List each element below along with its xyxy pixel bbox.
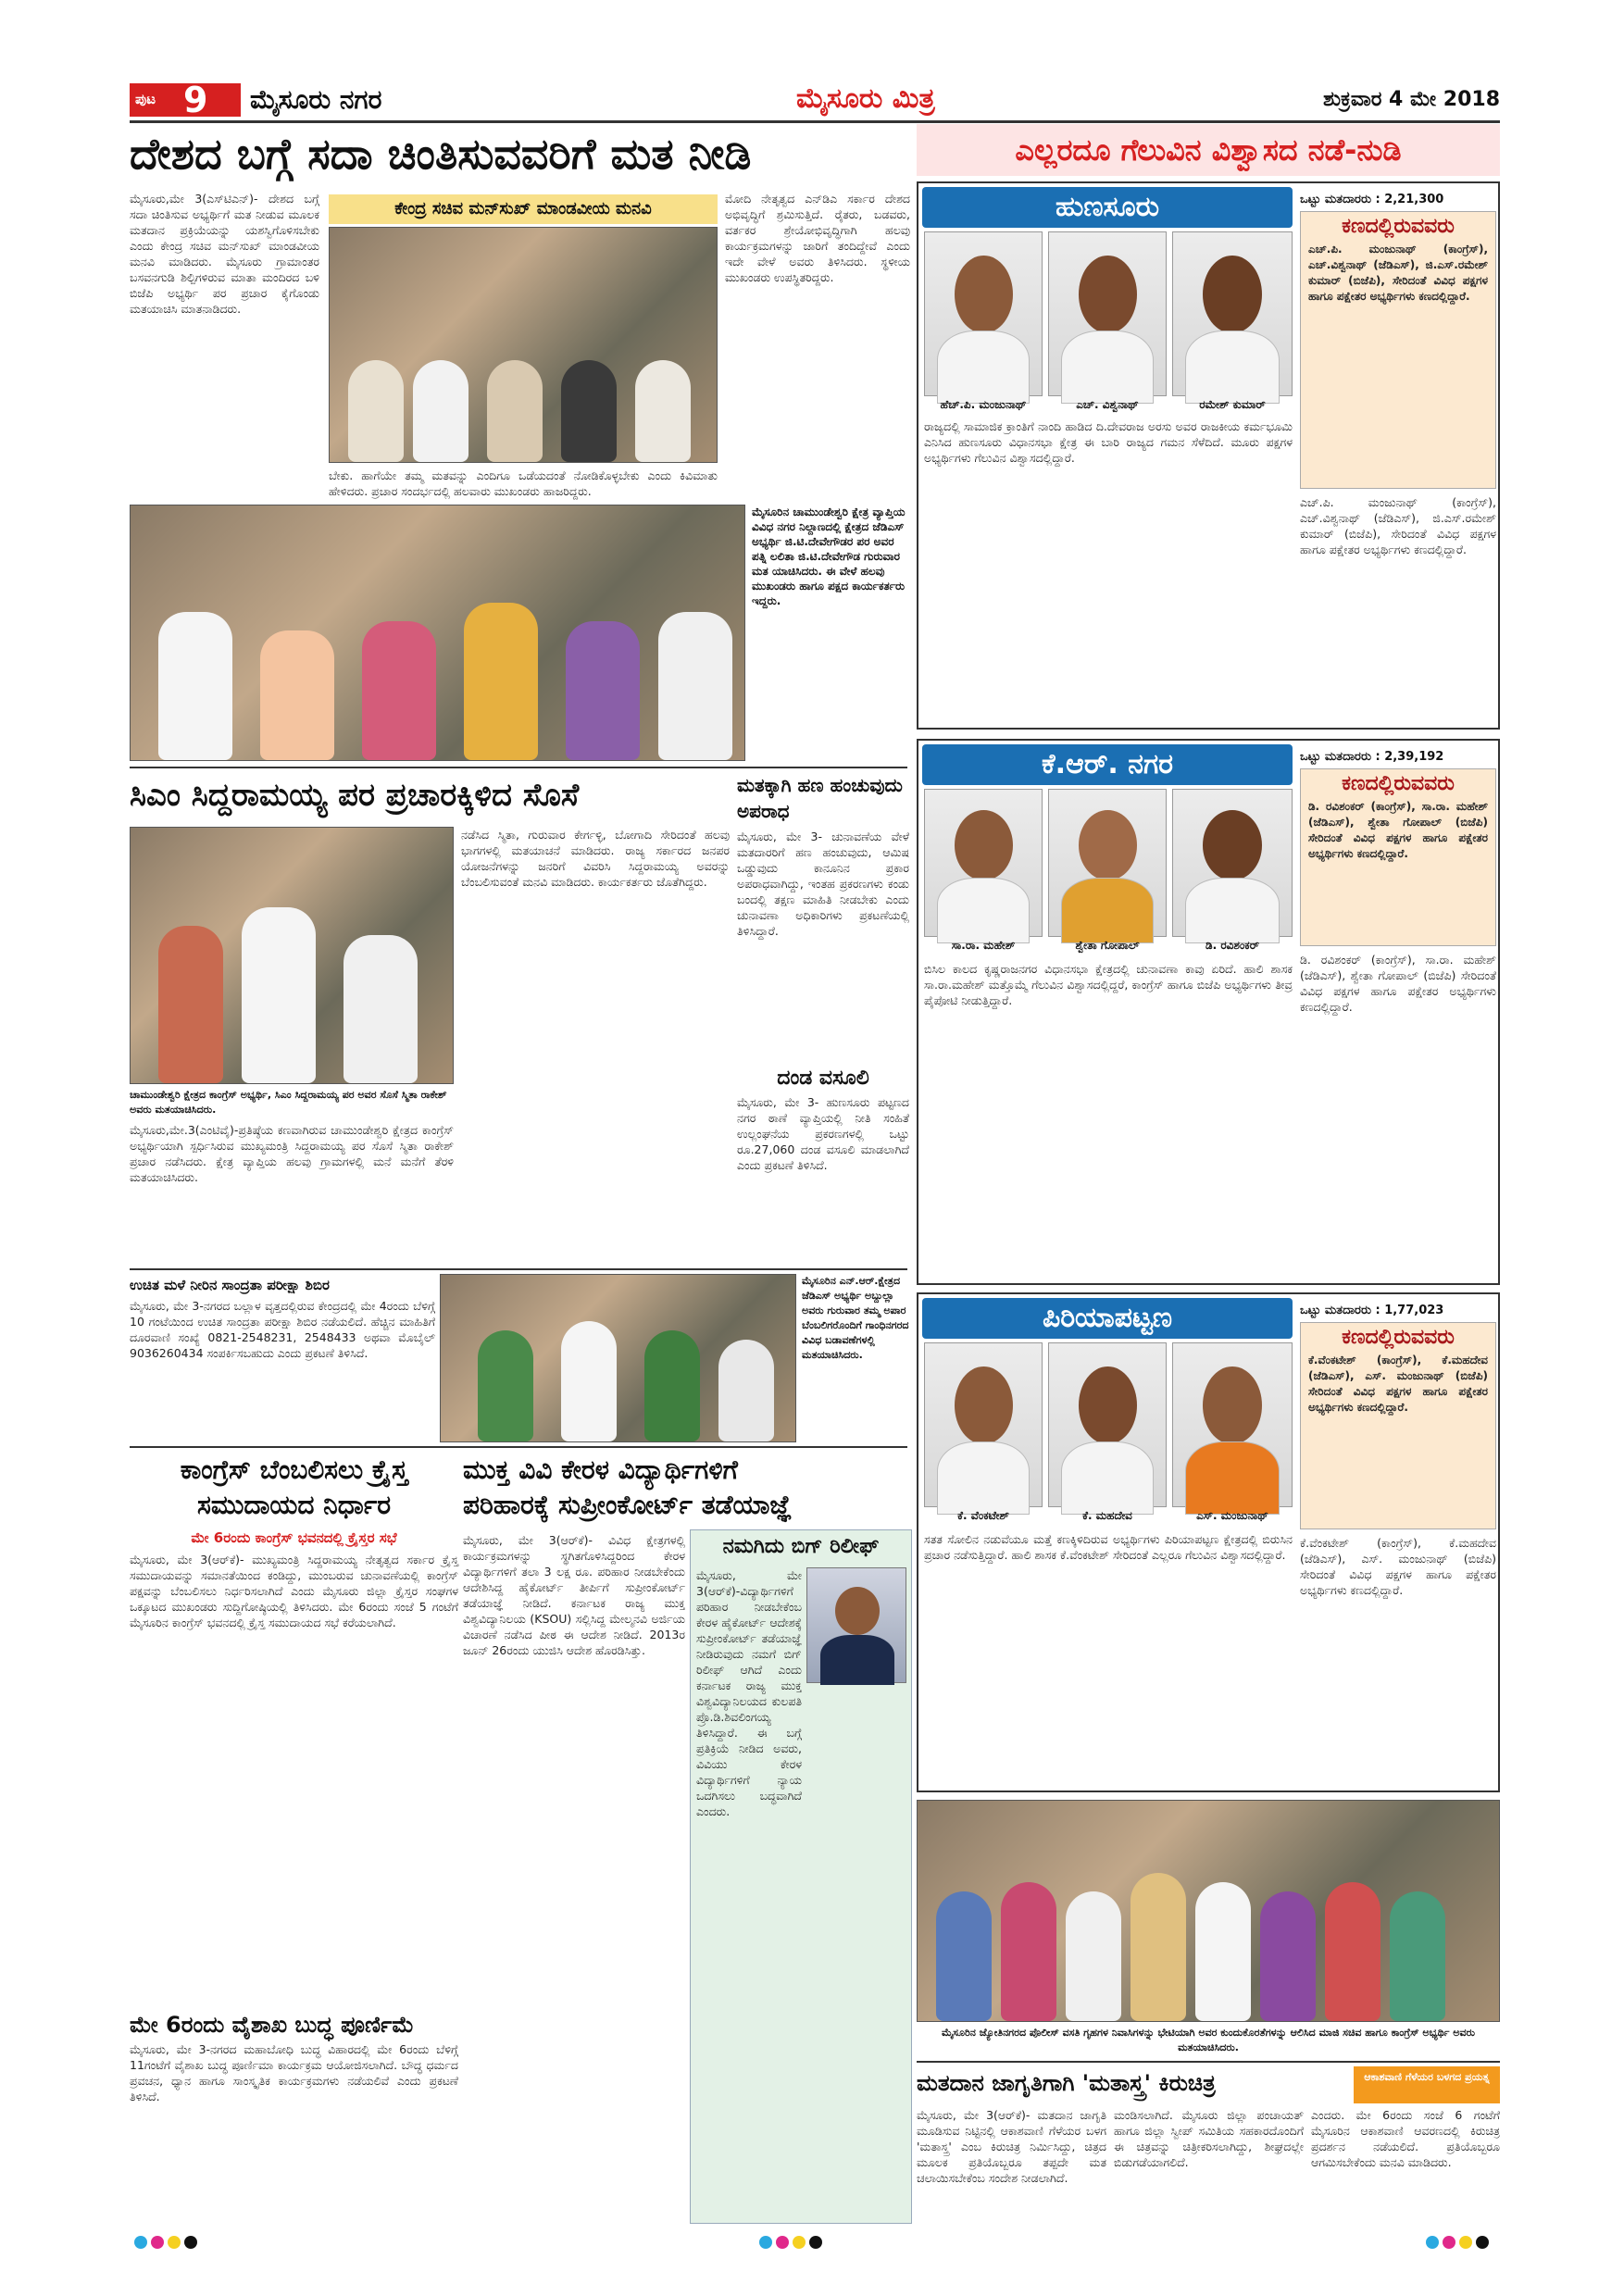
christian-headline-2: ಸಮುದಾಯದ ನಿರ್ಧಾರ	[196, 1490, 392, 1520]
candidates-list: ಕೆ.ವೆಂಕಟೇಶ್ (ಕಾಂಗ್ರೆಸ್), ಕೆ.ಮಹದೇವ (ಜೆಡಿಎಸ್), ಎಸ್. ಮಂಜುನಾಥ್ (ಬಿಜೆಪಿ) ಸೇರಿದಂತೆ ವಿವಿಧ ಪಕ್ಷಗಳ ಹಾಗೂ ಪಕ್ಷೇತರ ಅಭ್ಯರ್ಥಿಗಳು ಕಣದಲ್ಲಿದ್ದಾರೆ.	[1308, 1354, 1488, 1414]
awareness-tag-text: ಆಕಾಶವಾಣಿ ಗೆಳೆಯರ ಬಳಗದ ಪ್ರಯತ್ನ	[1364, 2071, 1490, 2083]
awareness-body-3: ಎಂದರು. ಮೇ 6ರಂದು ಸಂಜೆ 6 ಗಂಟೆಗೆ ಮೈಸೂರಿನ ಆಕಾಶವಾಣಿ ಆವರಣದಲ್ಲಿ ಕಿರುಚಿತ್ರ ಪ್ರದರ್ಶನ ನಡೆಯಲಿದೆ. ಪ್ರತಿಯೊಬ್ಬರೂ ಆಗಮಿಸಬೇಕೆಂದು ಮನವಿ ಮಾಡಿದರು.	[1311, 2108, 1500, 2169]
registration-dot	[151, 2236, 164, 2249]
lead-under-photo: ಬೇಕು. ಹಾಗೆಯೇ ತಮ್ಮ ಮತವನ್ನು ಎಂದಿಗೂ ಒಡೆಯದಂತೆ ನೋಡಿಕೊಳ್ಳಬೇಕು ಎಂದು ಕಿವಿಮಾತು ಹೇಳಿದರು. ಪ್ರಚಾರ ಸಂದರ್ಭದಲ್ಲಿ ಹಲವಾರು ಮುಖಂಡರು ಹಾಜರಿದ್ದರು.	[329, 468, 718, 498]
nr-campaign-photo	[440, 1274, 796, 1442]
registration-dot	[134, 2236, 147, 2249]
registration-dot	[793, 2236, 806, 2249]
cm-top-rule	[130, 767, 907, 768]
voter-count: ಒಟ್ಟು ಮತದಾರರು : 2,21,300	[1300, 193, 1444, 206]
christian-headline-1: ಕಾಂಗ್ರೆಸ್ ಬೆಂಬಲಿಸಲು ಕ್ರೈಸ್ತ	[180, 1454, 408, 1485]
kerala-headline-1: ಮುಕ್ತ ವಿವಿ ಕೇರಳ ವಿದ್ಯಾರ್ಥಿಗಳಿಗೆ	[463, 1454, 738, 1485]
candidate-portrait	[1048, 1342, 1167, 1507]
campaign-photo	[130, 505, 745, 761]
lead-subhead: ಕೇಂದ್ರ ಸಚಿವ ಮನ್‌ಸುಖ್ ಮಾಂಡವೀಯ ಮನವಿ	[394, 199, 652, 218]
christian-top-rule	[130, 1446, 907, 1448]
campaign-photo-caption: ಮೈಸೂರಿನ ಚಾಮುಂಡೇಶ್ವರಿ ಕ್ಷೇತ್ರ ವ್ಯಾಪ್ತಿಯ ವಿವಿಧ ನಗರ ನಿಲ್ದಾಣದಲ್ಲಿ ಕ್ಷೇತ್ರದ ಜೆಡಿಎಸ್ ಅಭ್ಯರ್ಥಿ ಜಿ.ಟಿ.ದೇವೇಗೌಡರ ಪರ ಅವರ ಪತ್ನಿ ಲಲಿತಾ ಜಿ.ಟಿ.ದೇವೇಗೌಡ ಗುರುವಾರ ಮತ ಯಾಚಿಸಿದರು. ಈ ವೇಳೆ ಹಲವು ಮುಖಂಡರು ಹಾಗೂ ಪಕ್ಷದ ಕಾರ್ಯಕರ್ತರು ಇದ್ದರು.	[752, 505, 906, 607]
constituency-body-2: ಕೆ.ವೆಂಕಟೇಶ್ (ಕಾಂಗ್ರೆಸ್), ಕೆ.ಮಹದೇವ (ಜೆಡಿಎಸ್), ಎಸ್. ಮಂಜುನಾಥ್ (ಬಿಜೆಪಿ) ಸೇರಿದಂತೆ ವಿವಿಧ ಪಕ್ಷಗಳ ಹಾಗೂ ಪಕ್ಷೇತರ ಅಭ್ಯರ್ಥಿಗಳು ಕಣದಲ್ಲಿದ್ದಾರೆ.	[1300, 1536, 1496, 1597]
candidates-heading: ಕಣದಲ್ಲಿರುವವರು	[1342, 772, 1455, 795]
registration-dot	[1443, 2236, 1455, 2249]
lead-photo	[329, 227, 718, 463]
section-title: ಮೈಸೂರು ನಗರ	[250, 84, 382, 115]
paper-name: ಮೈಸೂರು ಮಿತ್ರ	[796, 82, 935, 115]
voter-count: ಒಟ್ಟು ಮತದಾರರು : 1,77,023	[1300, 1304, 1444, 1317]
candidate-name: ಎಚ್. ವಿಶ್ವನಾಥ್	[1076, 398, 1139, 411]
registration-dot	[809, 2236, 822, 2249]
constituency-body-2: ಎಚ್.ಪಿ. ಮಂಜುನಾಥ್ (ಕಾಂಗ್ರೆಸ್), ಎಚ್.ವಿಶ್ವನಾಥ್ (ಜೆಡಿಎಸ್), ಜಿ.ಎಸ್.ರಮೇಶ್ ಕುಮಾರ್ (ಬಿಜೆಪಿ), ಸೇರಿದಂತೆ ವಿವಿಧ ಪಕ್ಷಗಳ ಹಾಗೂ ಪಕ್ಷೇತರ ಅಭ್ಯರ್ಥಿಗಳು ಕಣದಲ್ಲಿದ್ದಾರೆ.	[1300, 495, 1496, 556]
candidates-heading: ಕಣದಲ್ಲಿರುವವರು	[1342, 1326, 1455, 1349]
lead-subhead-bar	[329, 194, 718, 224]
lead-col1: ಮೈಸೂರು,ಮೇ 3(ಎಸ್‌ಟಿಎನ್)- ದೇಶದ ಬಗ್ಗೆ ಸದಾ ಚಿಂತಿಸುವ ಅಭ್ಯರ್ಥಿಗೆ ಮತ ನೀಡುವ ಮೂಲಕ ಮತದಾನ ಪ್ರಕ್ರಿಯೆಯನ್ನು ಯಶಸ್ವಿಗೊಳಿಸಬೇಕು ಎಂದು ಕೇಂದ್ರ ಸಚಿವ ಮನ್‌ಸುಖ್ ಮಾಂಡವೀಯ ಮನವಿ ಮಾಡಿದರು. ಮೈಸೂರು ಗ್ರಾಮಾಂತರ ಬಸವನಗುಡಿ ಶಿಲ್ಪಿಗಳಿರುವ ಮಾತಾ ಮಂದಿರದ ಬಳಿ ಬಿಜೆಪಿ ಅಭ್ಯರ್ಥಿ ಪರ ಪ್ರಚಾರ ಕೈಗೊಂಡು ಮತಯಾಚಿಸಿ ಮಾತನಾಡಿದರು.	[130, 192, 319, 316]
voter-count: ಒಟ್ಟು ಮತದಾರರು : 2,39,192	[1300, 750, 1444, 764]
masthead-rule	[130, 120, 1500, 123]
page-number-box	[130, 80, 241, 120]
constituency-box-2	[917, 739, 1500, 1285]
constituency-body: ಸತತ ಸೋಲಿನ ನಡುವೆಯೂ ಮತ್ತೆ ಕಣಕ್ಕಿಳಿದಿರುವ ಅಭ್ಯರ್ಥಿಗಳು ಪಿರಿಯಾಪಟ್ಟಣ ಕ್ಷೇತ್ರದಲ್ಲಿ ಬಿರುಸಿನ ಪ್ರಚಾರ ನಡೆಸುತ್ತಿದ್ದಾರೆ. ಹಾಲಿ ಶಾಸಕ ಕೆ.ವೆಂಕಟೇಶ್ ಸೇರಿದಂತೆ ಎಲ್ಲರೂ ಗೆಲುವಿನ ವಿಶ್ವಾಸದಲ್ಲಿದ್ದಾರೆ.	[924, 1532, 1293, 1562]
candidate-portrait	[1048, 231, 1167, 396]
water-headline: ಉಚಿತ ಮಳೆ ನೀರಿನ ಸಾಂದ್ರತಾ ಪರೀಕ್ಷಾ ಶಿಬಿರ	[130, 1277, 330, 1293]
candidate-name: ಡಿ. ರವಿಶಂಕರ್	[1206, 939, 1259, 952]
fine-headline: ದಂಡ ವಸೂಲಿ	[777, 1067, 869, 1090]
fine-body: ಮೈಸೂರು, ಮೇ 3- ಹುಣಸೂರು ಪಟ್ಟಣದ ನಗರ ಠಾಣೆ ವ್ಯಾಪ್ತಿಯಲ್ಲಿ ನೀತಿ ಸಂಹಿತೆ ಉಲ್ಲಂಘನೆಯ ಪ್ರಕರಣಗಳಲ್ಲಿ ಒಟ್ಟು ರೂ.27,060 ದಂಡ ವಸೂಲಿ ಮಾಡಲಾಗಿದೆ ಎಂದು ಪ್ರಕಟಣೆ ತಿಳಿಸಿದೆ.	[737, 1095, 909, 1172]
cm-photo-caption: ಚಾಮುಂಡೇಶ್ವರಿ ಕ್ಷೇತ್ರದ ಕಾಂಗ್ರೆಸ್ ಅಭ್ಯರ್ಥಿ, ಸಿಎಂ ಸಿದ್ದರಾಮಯ್ಯ ಪರ ಅವರ ಸೊಸೆ ಸ್ಮಿತಾ ರಾಕೇಶ್ ಅವರು ಮತಯಾಚಿಸಿದರು.	[130, 1089, 447, 1116]
candidates-heading: ಕಣದಲ್ಲಿರುವವರು	[1342, 215, 1455, 238]
women-group-photo	[917, 1800, 1500, 2022]
registration-dot	[184, 2236, 197, 2249]
women-photo-caption: ಮೈಸೂರಿನ ಜ್ಯೋತಿನಗರದ ಪೊಲೀಸ್ ವಸತಿ ಗೃಹಗಳ ನಿವಾಸಿಗಳನ್ನು ಭೇಟಿಯಾಗಿ ಅವರ ಕುಂದುಕೊರತೆಗಳನ್ನು ಆಲಿಸಿದ ಮಾಜಿ ಸಚಿವ ಹಾಗೂ ಕಾಂಗ್ರೆಸ್ ಅಭ್ಯರ್ಥಿ ಅವರು ಮತಯಾಚಿಸಿದರು.	[942, 2027, 1475, 2053]
awareness-body-1: ಮೈಸೂರು, ಮೇ 3(ಆರ್‌ಕೆ)- ಮತದಾನ ಜಾಗೃತಿ ಮೂಡಿಸುವ ನಿಟ್ಟಿನಲ್ಲಿ ಆಕಾಶವಾಣಿ ಗೆಳೆಯರ ಬಳಗ 'ಮತಾಸ್ತ್ರ' ಎಂಬ ಕಿರುಚಿತ್ರ ನಿರ್ಮಿಸಿದ್ದು, ಚಿತ್ರದ ಮೂಲಕ ಪ್ರತಿಯೊಬ್ಬರೂ ತಪ್ಪದೇ ಮತ ಚಲಾಯಿಸಬೇಕೆಂಬ ಸಂದೇಶ ನೀಡಲಾಗಿದೆ.	[917, 2108, 1106, 2185]
water-body: ಮೈಸೂರು, ಮೇ 3-ನಗರದ ಬಲ್ಲಾಳ ವೃತ್ತದಲ್ಲಿರುವ ಕೇಂದ್ರದಲ್ಲಿ ಮೇ 4ರಂದು ಬೆಳಿಗ್ಗೆ 10 ಗಂಟೆಯಿಂದ ಉಚಿತ ಸಾಂದ್ರತಾ ಪರೀಕ್ಷಾ ಶಿಬಿರ ನಡೆಯಲಿದೆ. ಹೆಚ್ಚಿನ ಮಾಹಿತಿಗೆ ದೂರವಾಣಿ ಸಂಖ್ಯೆ 0821-2548231, 2548433 ಅಥವಾ ಮೊಬೈಲ್ 9036260434 ಸಂಪರ್ಕಿಸಬಹುದು ಎಂದು ಪ್ರಕಟಣೆ ತಿಳಿಸಿದೆ.	[130, 1299, 435, 1360]
candidates-list: ಡಿ. ರವಿಶಂಕರ್ (ಕಾಂಗ್ರೆಸ್), ಸಾ.ರಾ. ಮಹೇಶ್ (ಜೆಡಿಎಸ್), ಶ್ವೇತಾ ಗೋಪಾಲ್ (ಬಿಜೆಪಿ) ಸೇರಿದಂತೆ ವಿವಿಧ ಪಕ್ಷಗಳ ಹಾಗೂ ಪಕ್ಷೇತರ ಅಭ್ಯರ್ಥಿಗಳು ಕಣದಲ್ಲಿದ್ದಾರೆ.	[1308, 800, 1488, 860]
candidates-box	[1300, 1322, 1496, 1529]
kerala-body: ಮೈಸೂರು, ಮೇ 3(ಆರ್‌ಕೆ)- ವಿವಿಧ ಕ್ಷೇತ್ರಗಳಲ್ಲಿ ಕಾರ್ಯಕ್ರಮಗಳನ್ನು ಸ್ಥಗಿತಗೊಳಿಸಿದ್ದರಿಂದ ಕೇರಳ ವಿದ್ಯಾರ್ಥಿಗಳಿಗೆ ತಲಾ 3 ಲಕ್ಷ ರೂ. ಪರಿಹಾರ ನೀಡಬೇಕೆಂದು ಆದೇಶಿಸಿದ್ದ ಹೈಕೋರ್ಟ್ ತೀರ್ಪಿಗೆ ಸುಪ್ರೀಂಕೋರ್ಟ್ ತಡೆಯಾಜ್ಞೆ ನೀಡಿದೆ. ಕರ್ನಾಟಕ ರಾಜ್ಯ ಮುಕ್ತ ವಿಶ್ವವಿದ್ಯಾನಿಲಯ (KSOU) ಸಲ್ಲಿಸಿದ್ದ ಮೇಲ್ಮನವಿ ಅರ್ಜಿಯ ವಿಚಾರಣೆ ನಡೆಸಿದ ಪೀಠ ಈ ಆದೇಶ ನೀಡಿದೆ. 2013ರ ಜೂನ್ 26ರಂದು ಯುಜಿಸಿ ಆದೇಶ ಹೊರಡಿಸಿತ್ತು.	[463, 1533, 685, 1657]
awareness-headline: ಮತದಾನ ಜಾಗೃತಿಗಾಗಿ 'ಮತಾಸ್ತ್ರ' ಕಿರುಚಿತ್ರ	[917, 2070, 1216, 2096]
candidate-portrait	[924, 231, 1043, 396]
constituency-body-2: ಡಿ. ರವಿಶಂಕರ್ (ಕಾಂಗ್ರೆಸ್), ಸಾ.ರಾ. ಮಹೇಶ್ (ಜೆಡಿಎಸ್), ಶ್ವೇತಾ ಗೋಪಾಲ್ (ಬಿಜೆಪಿ) ಸೇರಿದಂತೆ ವಿವಿಧ ಪಕ್ಷಗಳ ಹಾಗೂ ಪಕ್ಷೇತರ ಅಭ್ಯರ್ಥಿಗಳು ಕಣದಲ್ಲಿದ್ದಾರೆ.	[1300, 953, 1496, 1014]
relief-headline: ನಮಗಿದು ಬಿಗ್ ರಿಲೀಫ್	[722, 1535, 880, 1558]
candidate-portrait	[924, 789, 1043, 937]
candidate-name: ಹೆಚ್.ಪಿ. ಮಂಜುನಾಥ್	[940, 398, 1027, 411]
constituency-name: ಹುಣಸೂರು	[922, 187, 1293, 228]
candidates-box	[1300, 768, 1496, 946]
constituency-name: ಪಿರಿಯಾಪಟ್ಟಣ	[922, 1298, 1293, 1339]
vc-portrait	[806, 1567, 906, 1683]
cm-headline: ಸಿಎಂ ಸಿದ್ದರಾಮಯ್ಯ ಪರ ಪ್ರಚಾರಕ್ಕಿಳಿದ ಸೊಸೆ	[130, 777, 580, 814]
cm-body-2: ನಡೆಸಿದ ಸ್ಮಿತಾ, ಗುರುವಾರ ಕೇರ್ಗಳ್ಳಿ, ಬೋಗಾದಿ ಸೇರಿದಂತೆ ಹಲವು ಭಾಗಗಳಲ್ಲಿ ಮತಯಾಚನೆ ಮಾಡಿದರು. ರಾಜ್ಯ ಸರ್ಕಾರದ ಜನಪರ ಯೋಜನೆಗಳನ್ನು ಜನರಿಗೆ ವಿವರಿಸಿ ಸಿದ್ದರಾಮಯ್ಯ ಅವರನ್ನು ಬೆಂಬಲಿಸುವಂತೆ ಮನವಿ ಮಾಡಿದರು. ಕಾರ್ಯಕರ್ತರು ಜೊತೆಗಿದ್ದರು.	[461, 828, 730, 889]
registration-dot	[1476, 2236, 1489, 2249]
lead-headline: ದೇಶದ ಬಗ್ಗೆ ಸದಾ ಚಿಂತಿಸುವವರಿಗೆ ಮತ ನೀಡಿ	[130, 129, 752, 179]
money-body: ಮೈಸೂರು, ಮೇ 3- ಚುನಾವಣೆಯ ವೇಳೆ ಮತದಾರರಿಗೆ ಹಣ ಹಂಚುವುದು, ಆಮಿಷ ಒಡ್ಡುವುದು ಕಾನೂನಿನ ಪ್ರಕಾರ ಅಪರಾಧವಾಗಿದ್ದು, ಇಂತಹ ಪ್ರಕರಣಗಳು ಕಂಡು ಬಂದಲ್ಲಿ ತಕ್ಷಣ ಮಾಹಿತಿ ನೀಡಬೇಕು ಎಂದು ಚುನಾವಣಾ ಅಧಿಕಾರಿಗಳು ಪ್ರಕಟಣೆಯಲ್ಲಿ ತಿಳಿಸಿದ್ದಾರೆ.	[737, 830, 909, 938]
registration-dot	[1426, 2236, 1439, 2249]
buddha-headline: ಮೇ 6ರಂದು ವೈಶಾಖ ಬುದ್ಧ ಪೂರ್ಣಿಮೆ	[130, 2012, 415, 2038]
candidate-portrait	[1172, 1342, 1293, 1507]
relief-box	[690, 1529, 912, 2224]
candidate-name: ಕೆ. ಮಹದೇವ	[1082, 1509, 1132, 1522]
candidate-portrait	[924, 1342, 1043, 1507]
registration-dot	[168, 2236, 181, 2249]
page-number: 9	[183, 80, 208, 120]
registration-dot	[1459, 2236, 1472, 2249]
buddha-body: ಮೈಸೂರು, ಮೇ 3-ನಗರದ ಮಹಾಬೋಧಿ ಬುದ್ಧ ವಿಹಾರದಲ್ಲಿ ಮೇ 6ರಂದು ಬೆಳಿಗ್ಗೆ 11ಗಂಟೆಗೆ ವೈಶಾಖ ಬುದ್ಧ ಪೂರ್ಣಿಮಾ ಕಾರ್ಯಕ್ರಮ ಆಯೋಜಿಸಲಾಗಿದೆ. ಬೌದ್ಧ ಧರ್ಮದ ಪ್ರವಚನ, ಧ್ಯಾನ ಹಾಗೂ ಸಾಂಸ್ಕೃತಿಕ ಕಾರ್ಯಕ್ರಮಗಳು ನಡೆಯಲಿವೆ ಎಂದು ಪ್ರಕಟಣೆ ತಿಳಿಸಿದೆ.	[130, 2042, 458, 2103]
kerala-headline-2: ಪರಿಹಾರಕ್ಕೆ ಸುಪ್ರೀಂಕೋರ್ಟ್ ತಡೆಯಾಜ್ಞೆ	[463, 1490, 793, 1520]
candidate-portrait	[1172, 789, 1293, 937]
awareness-top-rule	[917, 2061, 1500, 2063]
water-top-rule	[130, 1268, 907, 1270]
christian-body: ಮೈಸೂರು, ಮೇ 3(ಆರ್‌ಕೆ)- ಮುಖ್ಯಮಂತ್ರಿ ಸಿದ್ದರಾಮಯ್ಯ ನೇತೃತ್ವದ ಸರ್ಕಾರ ಕ್ರೈಸ್ತ ಸಮುದಾಯವನ್ನು ಸಮಾನತೆಯಿಂದ ಕಂಡಿದ್ದು, ಮುಂಬರುವ ಚುನಾವಣೆಯಲ್ಲಿ ಕಾಂಗ್ರೆಸ್ ಪಕ್ಷವನ್ನು ಬೆಂಬಲಿಸಲು ನಿರ್ಧರಿಸಲಾಗಿದೆ ಎಂದು ಮೈಸೂರು ಜಿಲ್ಲಾ ಕ್ರೈಸ್ತರ ಸಂಘಗಳ ಒಕ್ಕೂಟದ ಮುಖಂಡರು ಸುದ್ದಿಗೋಷ್ಠಿಯಲ್ಲಿ ತಿಳಿಸಿದರು. ಮೇ 6ರಂದು ಸಂಜೆ 5 ಗಂಟೆಗೆ ಮೈಸೂರಿನ ಕಾಂಗ್ರೆಸ್ ಭವನದಲ್ಲಿ ಕ್ರೈಸ್ತ ಸಮುದಾಯದ ಸಭೆ ಕರೆಯಲಾಗಿದೆ.	[130, 1553, 458, 1629]
election-banner-text: ಎಲ್ಲರದೂ ಗೆಲುವಿನ ವಿಶ್ವಾಸದ ನಡೆ-ನುಡಿ	[1015, 132, 1402, 168]
candidates-box	[1300, 211, 1496, 489]
constituency-body: ರಾಜ್ಯದಲ್ಲಿ ಸಾಮಾಜಿಕ ಕ್ರಾಂತಿಗೆ ನಾಂದಿ ಹಾಡಿದ ದಿ.ದೇವರಾಜ ಅರಸು ಅವರ ರಾಜಕೀಯ ಕರ್ಮಭೂಮಿ ಎನಿಸಿದ ಹುಣಸೂರು ವಿಧಾನಸಭಾ ಕ್ಷೇತ್ರ ಈ ಬಾರಿ ರಾಜ್ಯದ ಗಮನ ಸೆಳೆದಿದೆ. ಮೂರು ಪಕ್ಷಗಳ ಅಭ್ಯರ್ಥಿಗಳು ಗೆಲುವಿನ ವಿಶ್ವಾಸದಲ್ಲಿದ್ದಾರೆ.	[924, 419, 1293, 465]
candidate-name: ಎಸ್. ಮಂಜುನಾಥ್	[1196, 1509, 1268, 1522]
cm-photo	[130, 827, 454, 1084]
constituency-box-3	[917, 1292, 1500, 1792]
candidate-name: ಶ್ವೇತಾ ಗೋಪಾಲ್	[1075, 939, 1140, 952]
candidate-name: ಕೆ. ವೆಂಕಟೇಶ್	[957, 1509, 1009, 1522]
constituency-body: ಬಿಸಿಲ ಕಾಲದ ಕೃಷ್ಣರಾಜನಗರ ವಿಧಾನಸಭಾ ಕ್ಷೇತ್ರದಲ್ಲಿ ಚುನಾವಣಾ ಕಾವು ಏರಿದೆ. ಹಾಲಿ ಶಾಸಕ ಸಾ.ರಾ.ಮಹೇಶ್ ಮತ್ತೊಮ್ಮೆ ಗೆಲುವಿನ ವಿಶ್ವಾಸದಲ್ಲಿದ್ದರೆ, ಕಾಂಗ್ರೆಸ್ ಹಾಗೂ ಬಿಜೆಪಿ ಅಭ್ಯರ್ಥಿಗಳು ತೀವ್ರ ಪೈಪೋಟಿ ನೀಡುತ್ತಿದ್ದಾರೆ.	[924, 962, 1293, 1007]
registration-dot	[759, 2236, 772, 2249]
nr-campaign-caption: ಮೈಸೂರಿನ ಎನ್.ಆರ್.ಕ್ಷೇತ್ರದ ಜೆಡಿಎಸ್ ಅಭ್ಯರ್ಥಿ ಅಬ್ದುಲ್ಲಾ ಅವರು ಗುರುವಾರ ತಮ್ಮ ಅಪಾರ ಬೆಂಬಲಿಗರೊಂದಿಗೆ ಗಾಂಧಿನಗರದ ವಿವಿಧ ಬಡಾವಣೆಗಳಲ್ಲಿ ಮತಯಾಚಿಸಿದರು.	[802, 1275, 909, 1361]
candidate-name: ರಮೇಶ್ ಕುಮಾರ್	[1199, 398, 1266, 411]
candidates-list: ಎಚ್.ಪಿ. ಮಂಜುನಾಥ್ (ಕಾಂಗ್ರೆಸ್), ಎಚ್.ವಿಶ್ವನಾಥ್ (ಜೆಡಿಎಸ್), ಜಿ.ಎಸ್.ರಮೇಶ್ ಕುಮಾರ್ (ಬಿಜೆಪಿ), ಸೇರಿದಂತೆ ವಿವಿಧ ಪಕ್ಷಗಳ ಹಾಗೂ ಪಕ್ಷೇತರ ಅಭ್ಯರ್ಥಿಗಳು ಕಣದಲ್ಲಿದ್ದಾರೆ.	[1308, 243, 1488, 303]
candidate-portrait	[1048, 789, 1167, 937]
christian-subhead: ಮೇ 6ರಂದು ಕಾಂಗ್ರೆಸ್ ಭವನದಲ್ಲಿ ಕ್ರೈಸ್ತರ ಸಭೆ	[191, 1529, 397, 1546]
edition-date: ಶುಕ್ರವಾರ 4 ಮೇ 2018	[1322, 88, 1500, 111]
awareness-body-2: ಮಂಡಿಸಲಾಗಿದೆ. ಮೈಸೂರು ಜಿಲ್ಲಾ ಪಂಚಾಯತ್ ಹಾಗೂ ಜಿಲ್ಲಾ ಸ್ವೀಪ್ ಸಮಿತಿಯ ಸಹಕಾರದೊಂದಿಗೆ ಈ ಚಿತ್ರವನ್ನು ಚಿತ್ರೀಕರಿಸಲಾಗಿದ್ದು, ಶೀಘ್ರದಲ್ಲೇ ಬಿಡುಗಡೆಯಾಗಲಿದೆ.	[1114, 2108, 1304, 2169]
lead-col2: ಮೋದಿ ನೇತೃತ್ವದ ಎನ್‌ಡಿಎ ಸರ್ಕಾರ ದೇಶದ ಅಭಿವೃದ್ಧಿಗೆ ಶ್ರಮಿಸುತ್ತಿದೆ. ರೈತರು, ಬಡವರು, ವರ್ತಕರ ಶ್ರೇಯೋಭಿವೃದ್ಧಿಗಾಗಿ ಹಲವು ಕಾರ್ಯಕ್ರಮಗಳನ್ನು ಜಾರಿಗೆ ತಂದಿದ್ದೇವೆ ಎಂದು ಇದೇ ವೇಳೆ ಅವರು ತಿಳಿಸಿದರು. ಸ್ಥಳೀಯ ಮುಖಂಡರು ಉಪಸ್ಥಿತರಿದ್ದರು.	[725, 192, 910, 284]
registration-dot	[776, 2236, 789, 2249]
election-banner	[917, 124, 1500, 176]
cm-body: ಮೈಸೂರು,ಮೇ.3(ಎಂಟಿವೈ)-ಪ್ರತಿಷ್ಠೆಯ ಕಣವಾಗಿರುವ ಚಾಮುಂಡೇಶ್ವರಿ ಕ್ಷೇತ್ರದ ಕಾಂಗ್ರೆಸ್ ಅಭ್ಯರ್ಥಿಯಾಗಿ ಸ್ಪರ್ಧಿಸಿರುವ ಮುಖ್ಯಮಂತ್ರಿ ಸಿದ್ದರಾಮಯ್ಯ ಪರ ಸೊಸೆ ಸ್ಮಿತಾ ರಾಕೇಶ್ ಪ್ರಚಾರ ನಡೆಸಿದರು. ಕ್ಷೇತ್ರ ವ್ಯಾಪ್ತಿಯ ಹಲವು ಗ್ರಾಮಗಳಲ್ಲಿ ಮನೆ ಮನೆಗೆ ತೆರಳಿ ಮತಯಾಚಿಸಿದರು.	[130, 1123, 454, 1184]
candidate-portrait	[1172, 231, 1293, 396]
relief-body: ಮೈಸೂರು, ಮೇ 3(ಆರ್‌ಕೆ)-ವಿದ್ಯಾರ್ಥಿಗಳಿಗೆ ಪರಿಹಾರ ನೀಡಬೇಕೆಂಬ ಕೇರಳ ಹೈಕೋರ್ಟ್ ಆದೇಶಕ್ಕೆ ಸುಪ್ರೀಂಕೋರ್ಟ್ ತಡೆಯಾಜ್ಞೆ ನೀಡಿರುವುದು ನಮಗೆ ಬಿಗ್ ರಿಲೀಫ್ ಆಗಿದೆ ಎಂದು ಕರ್ನಾಟಕ ರಾಜ್ಯ ಮುಕ್ತ ವಿಶ್ವವಿದ್ಯಾನಿಲಯದ ಕುಲಪತಿ ಪ್ರೊ.ಡಿ.ಶಿವಲಿಂಗಯ್ಯ ತಿಳಿಸಿದ್ದಾರೆ. ಈ ಬಗ್ಗೆ ಪ್ರತಿಕ್ರಿಯೆ ನೀಡಿದ ಅವರು, ವಿವಿಯು ಕೇರಳ ವಿದ್ಯಾರ್ಥಿಗಳಿಗೆ ನ್ಯಾಯ ಒದಗಿಸಲು ಬದ್ಧವಾಗಿದೆ ಎಂದರು.	[696, 1568, 802, 1818]
constituency-box-1	[917, 181, 1500, 730]
masthead	[130, 81, 1500, 119]
candidate-name: ಸಾ.ರಾ. ಮಹೇಶ್	[951, 939, 1016, 952]
awareness-tag	[1354, 2066, 1500, 2103]
page-label: ಪುಟ	[135, 91, 156, 107]
constituency-name: ಕೆ.ಆರ್. ನಗರ	[922, 744, 1293, 785]
money-headline: ಮತಕ್ಕಾಗಿ ಹಣ ಹಂಚುವುದು ಅಪರಾಧ	[737, 774, 903, 822]
